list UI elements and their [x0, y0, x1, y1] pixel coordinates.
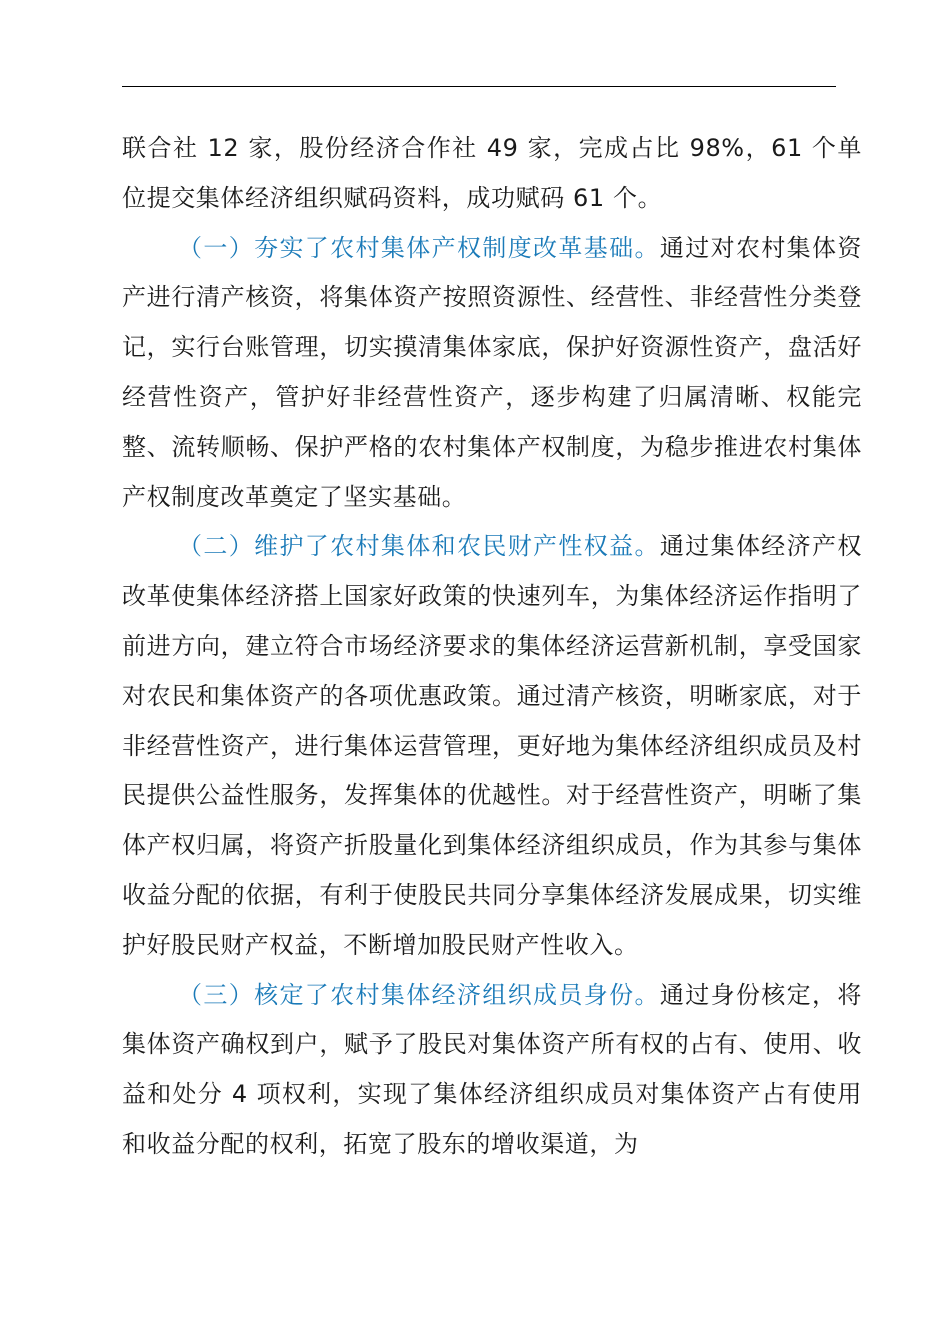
section-heading: （一）夯实了农村集体产权制度改革基础。	[178, 233, 660, 262]
header-rule	[122, 86, 836, 87]
document-body	[122, 124, 862, 1170]
paragraph-section-2	[122, 522, 862, 970]
paragraph-text: 联合社 12 家，股份经济合作社 49 家，完成占比 98%，61 个单位提交集体经济组织赋码资料，成功赋码 61 个。	[122, 134, 862, 212]
paragraph-continuation	[122, 124, 862, 224]
paragraph-text: 通过身份核定，将集体资产确权到户，赋予了股民对集体资产所有权的占有、使用、收益和处分 4 项权利，实现了集体经济组织成员对集体资产占有使用和收益分配的权利，拓宽了股东的增收渠道，为	[122, 980, 862, 1158]
paragraph-section-3	[122, 971, 862, 1170]
section-heading: （二）维护了农村集体和农民财产性权益。	[178, 532, 660, 561]
paragraph-text: 通过对农村集体资产进行清产核资，将集体资产按照资源性、经营性、非经营性分类登记，实行台账管理，切实摸清集体家底，保护好资源性资产，盘活好经营性资产，管护好非经营性资产，逐步构建了归属清晰、权能完整、流转顺畅、保护严格的农村集体产权制度，为稳步推进农村集体产权制度改革奠定了坚实基础。	[122, 233, 862, 511]
paragraph-text: 通过集体经济产权改革使集体经济搭上国家好政策的快速列车，为集体经济运作指明了前进方向，建立符合市场经济要求的集体经济运营新机制，享受国家对农民和集体资产的各项优惠政策。通过清产核资，明晰家底，对于非经营性资产，进行集体运营管理，更好地为集体经济组织成员及村民提供公益性服务，发挥集体的优越性。对于经营性资产，明晰了集体产权归属，将资产折股量化到集体经济组织成员，作为其参与集体收益分配的依据，有利于使股民共同分享集体经济发展成果，切实维护好股民财产权益，不断增加股民财产性收入。	[122, 532, 862, 959]
section-heading: （三）核定了农村集体经济组织成员身份。	[178, 980, 660, 1009]
paragraph-section-1	[122, 224, 862, 523]
